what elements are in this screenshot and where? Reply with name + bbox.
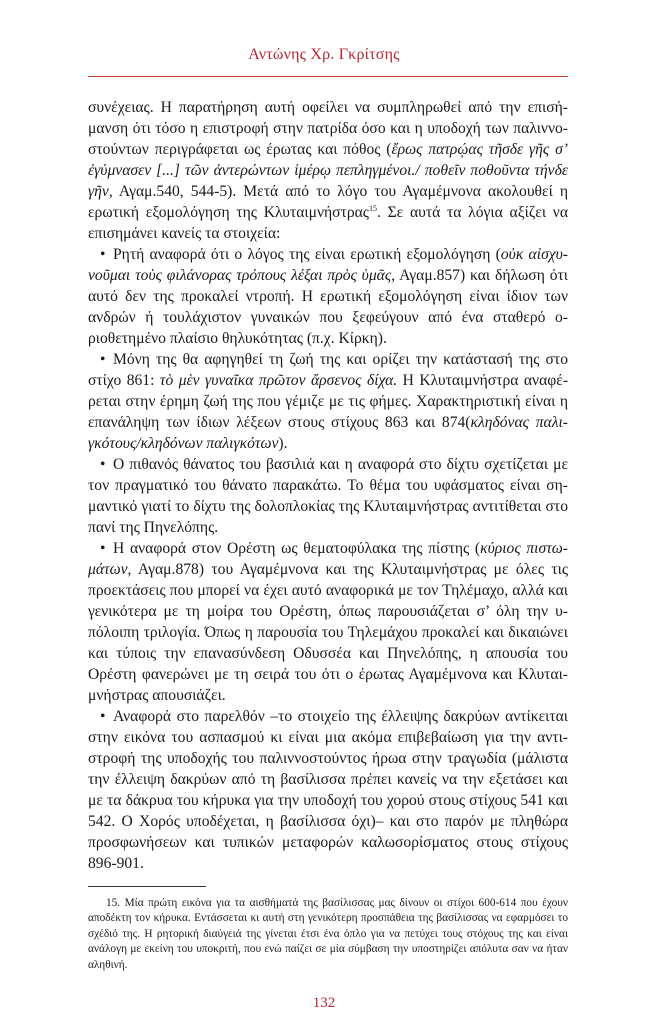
- bullet-icon: •: [100, 708, 106, 725]
- paragraph-continuation: [88, 97, 568, 244]
- text-run: Ο πιθανός θάνατος του βασιλιά και η αναφορά στο δίχτυ σχετίζεται με τον πραγματικό του θάνατο παρακάτω. Το θέμα του υφάσματος είναι σημαντικό γιατί το δίχτυ της δολοπλοκίας της Κλυταιμνήστρας αντιτίθεται στο πανί της Πηνελόπης.: [88, 456, 568, 536]
- text-run: Ρητή αναφορά ότι ο λόγος της είναι ερωτική εξομολόγηση (: [113, 246, 501, 263]
- footnote-divider: [88, 886, 206, 887]
- greek-quotation: κληδόνας παλιγκότους/κληδόνων παλιγκότων: [88, 414, 568, 452]
- running-header: Αντώνης Χρ. Γκρίτσης: [248, 46, 400, 63]
- text-run: , Αγαμ.857) και δήλωση ότι αυτό δεν της προκαλεί ντροπή. Η ερωτική εξομολόγηση είναι ίδιον των ανδρών ή τουλάχιστον γυναικών που ξεφεύγουν από ένα σταθερό οριοθετημένο πλαίσιο θηλυκότητας (π.χ. Κίρκη).: [88, 267, 568, 347]
- text-run: , Αγαμ.878) του Αγαμέμνονα και της Κλυταιμνήστρας με όλες τις προεκτάσεις που μπορεί να έχει αυτό αναφορικά με τον Τηλέμαχο, αλλά και γενικότερα με τη μοίρα του Ορέστη, όπως παρουσιάζεται σ’ όλη την υπόλοιπη τριλογία. Όπως η παρουσία του Τηλεμάχου προκαλεί και δικαιώνει και τύποις την επανασύνδεση Οδυσσέα και Πηνελόπης, η απουσία του Ορέστη φανερώνει με τη σειρά του ότι ο έρωτας Αγαμέμνονα και Κλυταιμνήστρας απουσιάζει.: [88, 561, 568, 704]
- text-run: , Αγαμ.540, 544-5). Μετά από το λόγο του Αγαμέμνονα ακολουθεί η ερωτική εξομολόγηση της Κλυταιμνήστρας: [88, 183, 568, 221]
- text-run: Η αναφορά στον Ορέστη ως θεματοφύλακα της πίστης (: [113, 540, 481, 557]
- text-run: . Σε αυτά τα λόγια αξίζει να επισημάνει κανείς τα στοιχεία:: [88, 204, 568, 242]
- text-run: Αναφορά στο παρελθόν –το στοιχείο της έλλειψης δακρύων αντίκειται στην εικόνα του ασπασμού κι είναι μια ακόμα επιβεβαίωση για την αντιστροφή της υποδοχής του παλιννοστούντος ήρωα στην τραγωδία (μάλιστα την έλλειψη δακρύων από τη βασίλισσα πρέπει κανείς να την εξετάσει και με τα δάκρυα του κήρυκα για την υποδοχή του χορού στους στίχους 541 και 542. Ο Χορός υποδέχεται, η βασίλισσα όχι)– και στο παρόν με πληθώρα προσφωνήσεων και τυπικών μεταφορών καλωσορίσματος στους στίχους 896-901.: [88, 708, 568, 872]
- greek-quotation: τὸ μὲν γυναῖκα πρῶτον ἄρσενος δίχα.: [159, 372, 398, 389]
- bullet-item-3: [88, 454, 568, 538]
- footnote-marker[interactable]: 15: [368, 203, 377, 213]
- bullet-icon: •: [100, 456, 106, 473]
- page-number: 132: [312, 995, 336, 1011]
- bullet-item-4: [88, 538, 568, 706]
- bullet-icon: •: [100, 246, 106, 263]
- text-run: συνέχειας. Η παρατήρηση αυτή οφείλει να συμπληρωθεί από την επισήμανση ότι τόσο η επιστροφή στην πατρίδα όσο και η υποδοχή των παλιννοστούντων περιγράφεται ως έρωτας και πόθος (: [88, 99, 568, 158]
- bullet-item-1: [88, 244, 568, 349]
- bullet-item-2: [88, 349, 568, 454]
- bullet-icon: •: [100, 351, 106, 368]
- footnote-15: 15. Μία πρώτη εικόνα για τα αισθήματά της βασίλισσας μας δίνουν οι στίχοι 600-614 που έχουν αποδέκτη τον κήρυκα. Εντάσσεται κι αυτή στη γενικότερη προσπάθεια της βασίλισσας να εφαρμόσει το σχέδιό της. Η ρητορική διαύγειά της γίνεται έτσι ένα όπλο για να πετύχει τους στόχους της και είναι ανάλογη με εκείνη του υποκριτή, που ενώ παίζει σε μία σύμβαση την υποστηρίζει απόλυτα σαν να ήταν αληθινή.: [88, 897, 568, 971]
- header-divider: [88, 76, 568, 77]
- greek-quotation: οὐκ αἰσχυνοῦμαι τοὺς φιλάνορας τρόπους λέξαι πρὸς ὑμᾶς: [88, 246, 568, 284]
- text-run: Η Κλυταιμνήστρα αναφέρεται στην έρημη ζωή της που γέμιζε με τις φήμες. Χαρακτηριστική είναι η επανάληψη των ίδιων λέξεων στους στίχους 863 και 874(: [88, 372, 569, 431]
- greek-quotation: ἔρως πατρῴας τῆσδε γῆς σ’ ἐγύμνασεν [...] τῶν ἀντερώντων ἱμέρῳ πεπληγμένοι./ ποθεῖν ποθοῦντα τήνδε γῆν: [88, 141, 568, 200]
- greek-quotation: κύριος πιστωμάτων: [88, 540, 568, 578]
- text-run: ).: [278, 435, 288, 452]
- main-text: [88, 97, 568, 874]
- bullet-item-5: [88, 706, 568, 874]
- text-run: Μόνη της θα αφηγηθεί τη ζωή της και ορίζει την κατάστασή της στο στίχο 861:: [88, 351, 568, 389]
- bullet-icon: •: [100, 540, 106, 557]
